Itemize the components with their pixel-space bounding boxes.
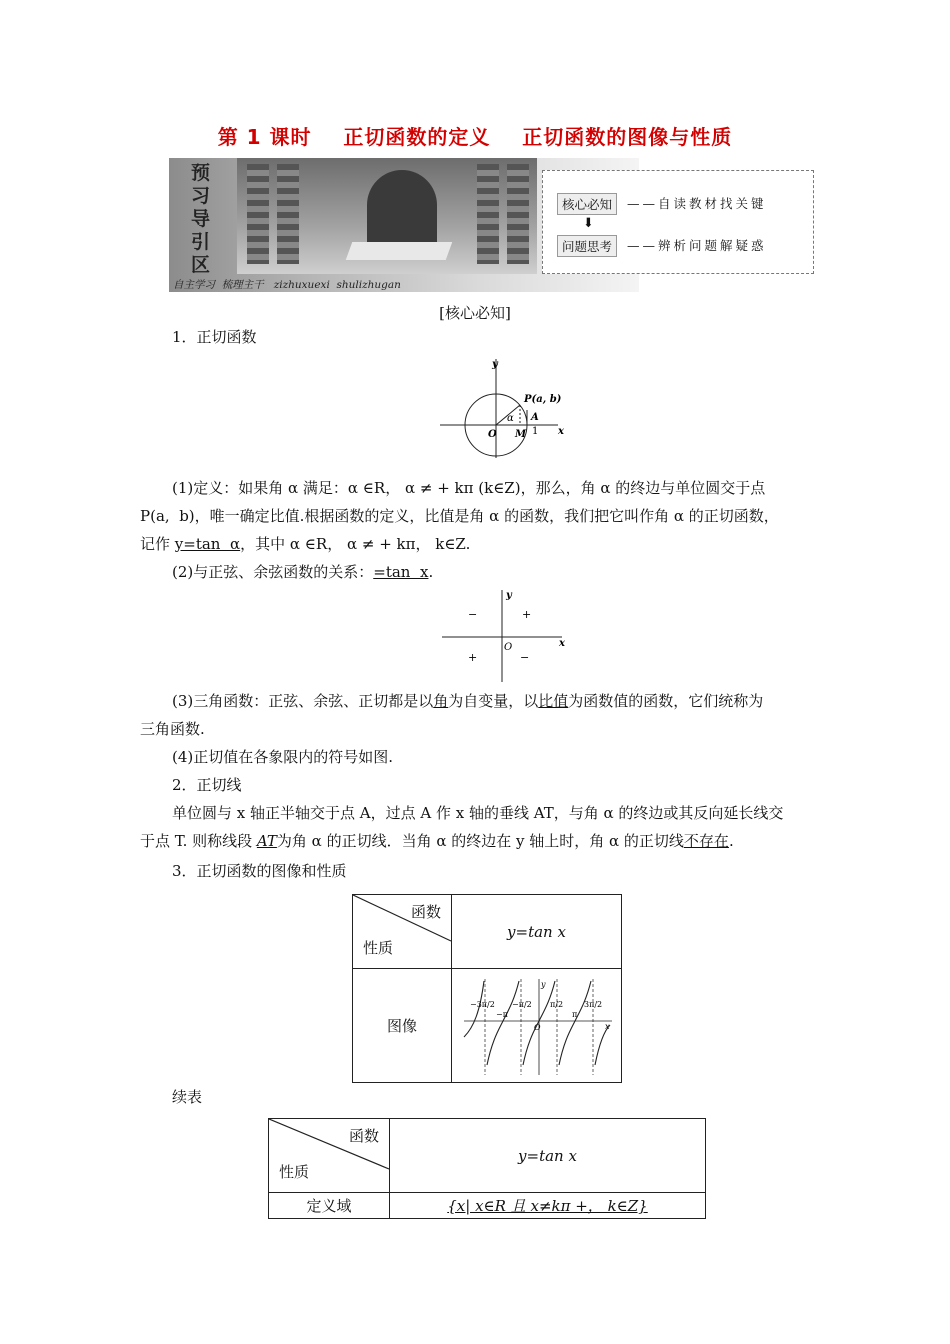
text: . bbox=[428, 563, 434, 581]
quadrant-4-sign: − bbox=[520, 651, 530, 664]
corner-function-label: 函数 bbox=[349, 1127, 380, 1145]
underlined-answer: =tan x bbox=[373, 563, 429, 581]
unit-circle-figure bbox=[440, 355, 570, 460]
text: 为自变量，以 bbox=[448, 692, 539, 710]
definition-line-3 bbox=[140, 533, 470, 555]
properties-table-2 bbox=[268, 1118, 706, 1219]
angle-alpha-label: α bbox=[507, 413, 514, 424]
tangent-line-line-1: 单位圆与 x 轴正半轴交于点 A，过点 A 作 x 轴的垂线 AT，与角 α 的终边或其反向延长线交 bbox=[172, 804, 784, 822]
tag-core-knowledge: 核心必知 bbox=[557, 193, 617, 215]
heading-tangent-line: 2．正切线 bbox=[172, 776, 242, 794]
properties-table-1 bbox=[352, 894, 622, 1083]
corner-property-label: 性质 bbox=[279, 1163, 310, 1181]
underlined-answer: 不存在 bbox=[683, 832, 729, 850]
text: (3)三角函数：正弦、余弦、正切都是以 bbox=[172, 692, 434, 710]
tick-minus-pi-over-2: −π/2 bbox=[511, 999, 532, 1009]
y-axis-label: y bbox=[506, 590, 512, 601]
point-p-label: P(a, b) bbox=[524, 394, 562, 405]
section-label: [核心必知] bbox=[439, 304, 511, 322]
banner-char: 习 bbox=[191, 185, 211, 207]
y-axis-label: y bbox=[540, 979, 546, 989]
banner-vertical-title bbox=[191, 162, 219, 277]
tangent-graph bbox=[462, 977, 612, 1077]
underlined-answer: y=tan α bbox=[174, 535, 241, 553]
text: 为函数值的函数，它们统称为 bbox=[568, 692, 764, 710]
header-corner-cell bbox=[353, 895, 452, 969]
quadrant-2-sign: − bbox=[468, 608, 478, 621]
graph-cell bbox=[452, 969, 622, 1083]
tick-minus-pi: −π bbox=[495, 1009, 508, 1019]
definition-line-1: (1)定义：如果角 α 满足：α ∈R， α ≠ + kπ (k∈Z)，那么，角 α 的终边与单位圆交于点 bbox=[172, 479, 766, 497]
corner-function-label: 函数 bbox=[411, 903, 442, 921]
trig-function-line-2: 三角函数. bbox=[140, 720, 205, 738]
banner-char: 预 bbox=[191, 162, 211, 184]
domain-row-label: 定义域 bbox=[269, 1193, 390, 1219]
trig-function-line-1 bbox=[172, 690, 763, 712]
function-header-cell bbox=[390, 1119, 706, 1193]
function-header-cell bbox=[452, 895, 622, 969]
graph-row-label: 图像 bbox=[353, 969, 452, 1083]
domain-answer: {x| x∈R 且 x≠kπ +， k∈Z} bbox=[447, 1197, 648, 1215]
domain-cell bbox=[390, 1193, 706, 1219]
x-axis-label: x bbox=[558, 426, 564, 437]
tick-3pi-over-2: 3π/2 bbox=[583, 999, 602, 1009]
heading-graph-properties: 3．正切函数的图像和性质 bbox=[172, 862, 347, 880]
header-corner-cell bbox=[269, 1119, 390, 1193]
banner-char: 引 bbox=[191, 231, 211, 253]
underlined-answer: 角 bbox=[433, 692, 449, 710]
text: 为角 α 的正切线．当角 α 的终边在 y 轴上时，角 α 的正切线 bbox=[276, 832, 684, 850]
function-label: y=tan x bbox=[507, 922, 566, 941]
tangent-line-line-2 bbox=[140, 830, 734, 852]
tag-question-thinking-text: ——辨析问题解疑惑 bbox=[627, 238, 767, 253]
sign-note: (4)正切值在各象限内的符号如图. bbox=[172, 748, 394, 766]
function-label: y=tan x bbox=[518, 1146, 577, 1165]
banner-char: 导 bbox=[191, 208, 211, 230]
tick-pi-over-2: π/2 bbox=[549, 999, 563, 1009]
page-title: 第 1 课时 正切函数的定义 正切函数的图像与性质 bbox=[217, 125, 733, 149]
continued-table-label: 续表 bbox=[172, 1088, 203, 1106]
corner-property-label: 性质 bbox=[363, 939, 394, 957]
text: (2)与正弦、余弦函数的关系： bbox=[172, 563, 374, 581]
text: 记作 bbox=[140, 535, 175, 553]
relation-line bbox=[172, 561, 433, 583]
x-axis-label: x bbox=[604, 1021, 610, 1031]
banner-guide-box bbox=[542, 170, 814, 274]
point-a-label: A bbox=[531, 412, 539, 423]
origin-label: O bbox=[533, 1022, 541, 1032]
banner-char: 区 bbox=[191, 254, 211, 276]
banner-subtitle: 自主学习 梳理主干 zizhuxuexi shulizhugan bbox=[173, 279, 401, 291]
quadrant-sign-figure bbox=[440, 588, 570, 684]
y-axis-label: y bbox=[492, 359, 498, 370]
unit-one-label: 1 bbox=[532, 426, 539, 437]
origin-label: O bbox=[504, 642, 513, 653]
tick-minus-3pi-over-2: −3π/2 bbox=[469, 999, 495, 1009]
tag-question-thinking: 问题思考 bbox=[557, 235, 617, 257]
preview-banner bbox=[169, 158, 814, 294]
underlined-answer: AT bbox=[256, 832, 277, 850]
point-m-label: M bbox=[515, 429, 527, 440]
down-arrow-icon: ⬇ bbox=[583, 216, 594, 231]
quadrant-1-sign: + bbox=[522, 608, 532, 621]
underlined-answer: 比值 bbox=[538, 692, 569, 710]
heading-tangent-function: 1．正切函数 bbox=[172, 328, 257, 346]
quadrant-3-sign: + bbox=[468, 651, 478, 664]
tag-core-knowledge-text: ——自读教材找关键 bbox=[627, 196, 767, 211]
text: ，其中 α ∈R， α ≠ + kπ， k∈Z. bbox=[240, 535, 471, 553]
tick-pi: π bbox=[571, 1009, 577, 1019]
text: 于点 T. 则称线段 bbox=[140, 832, 257, 850]
origin-label: O bbox=[488, 429, 497, 440]
text: . bbox=[728, 832, 734, 850]
x-axis-label: x bbox=[559, 638, 565, 649]
banner-photo bbox=[237, 158, 537, 274]
definition-line-2: P(a, b)，唯一确定比值.根据函数的定义，比值是角 α 的函数，我们把它叫作角 α 的正切函数， bbox=[140, 507, 779, 525]
